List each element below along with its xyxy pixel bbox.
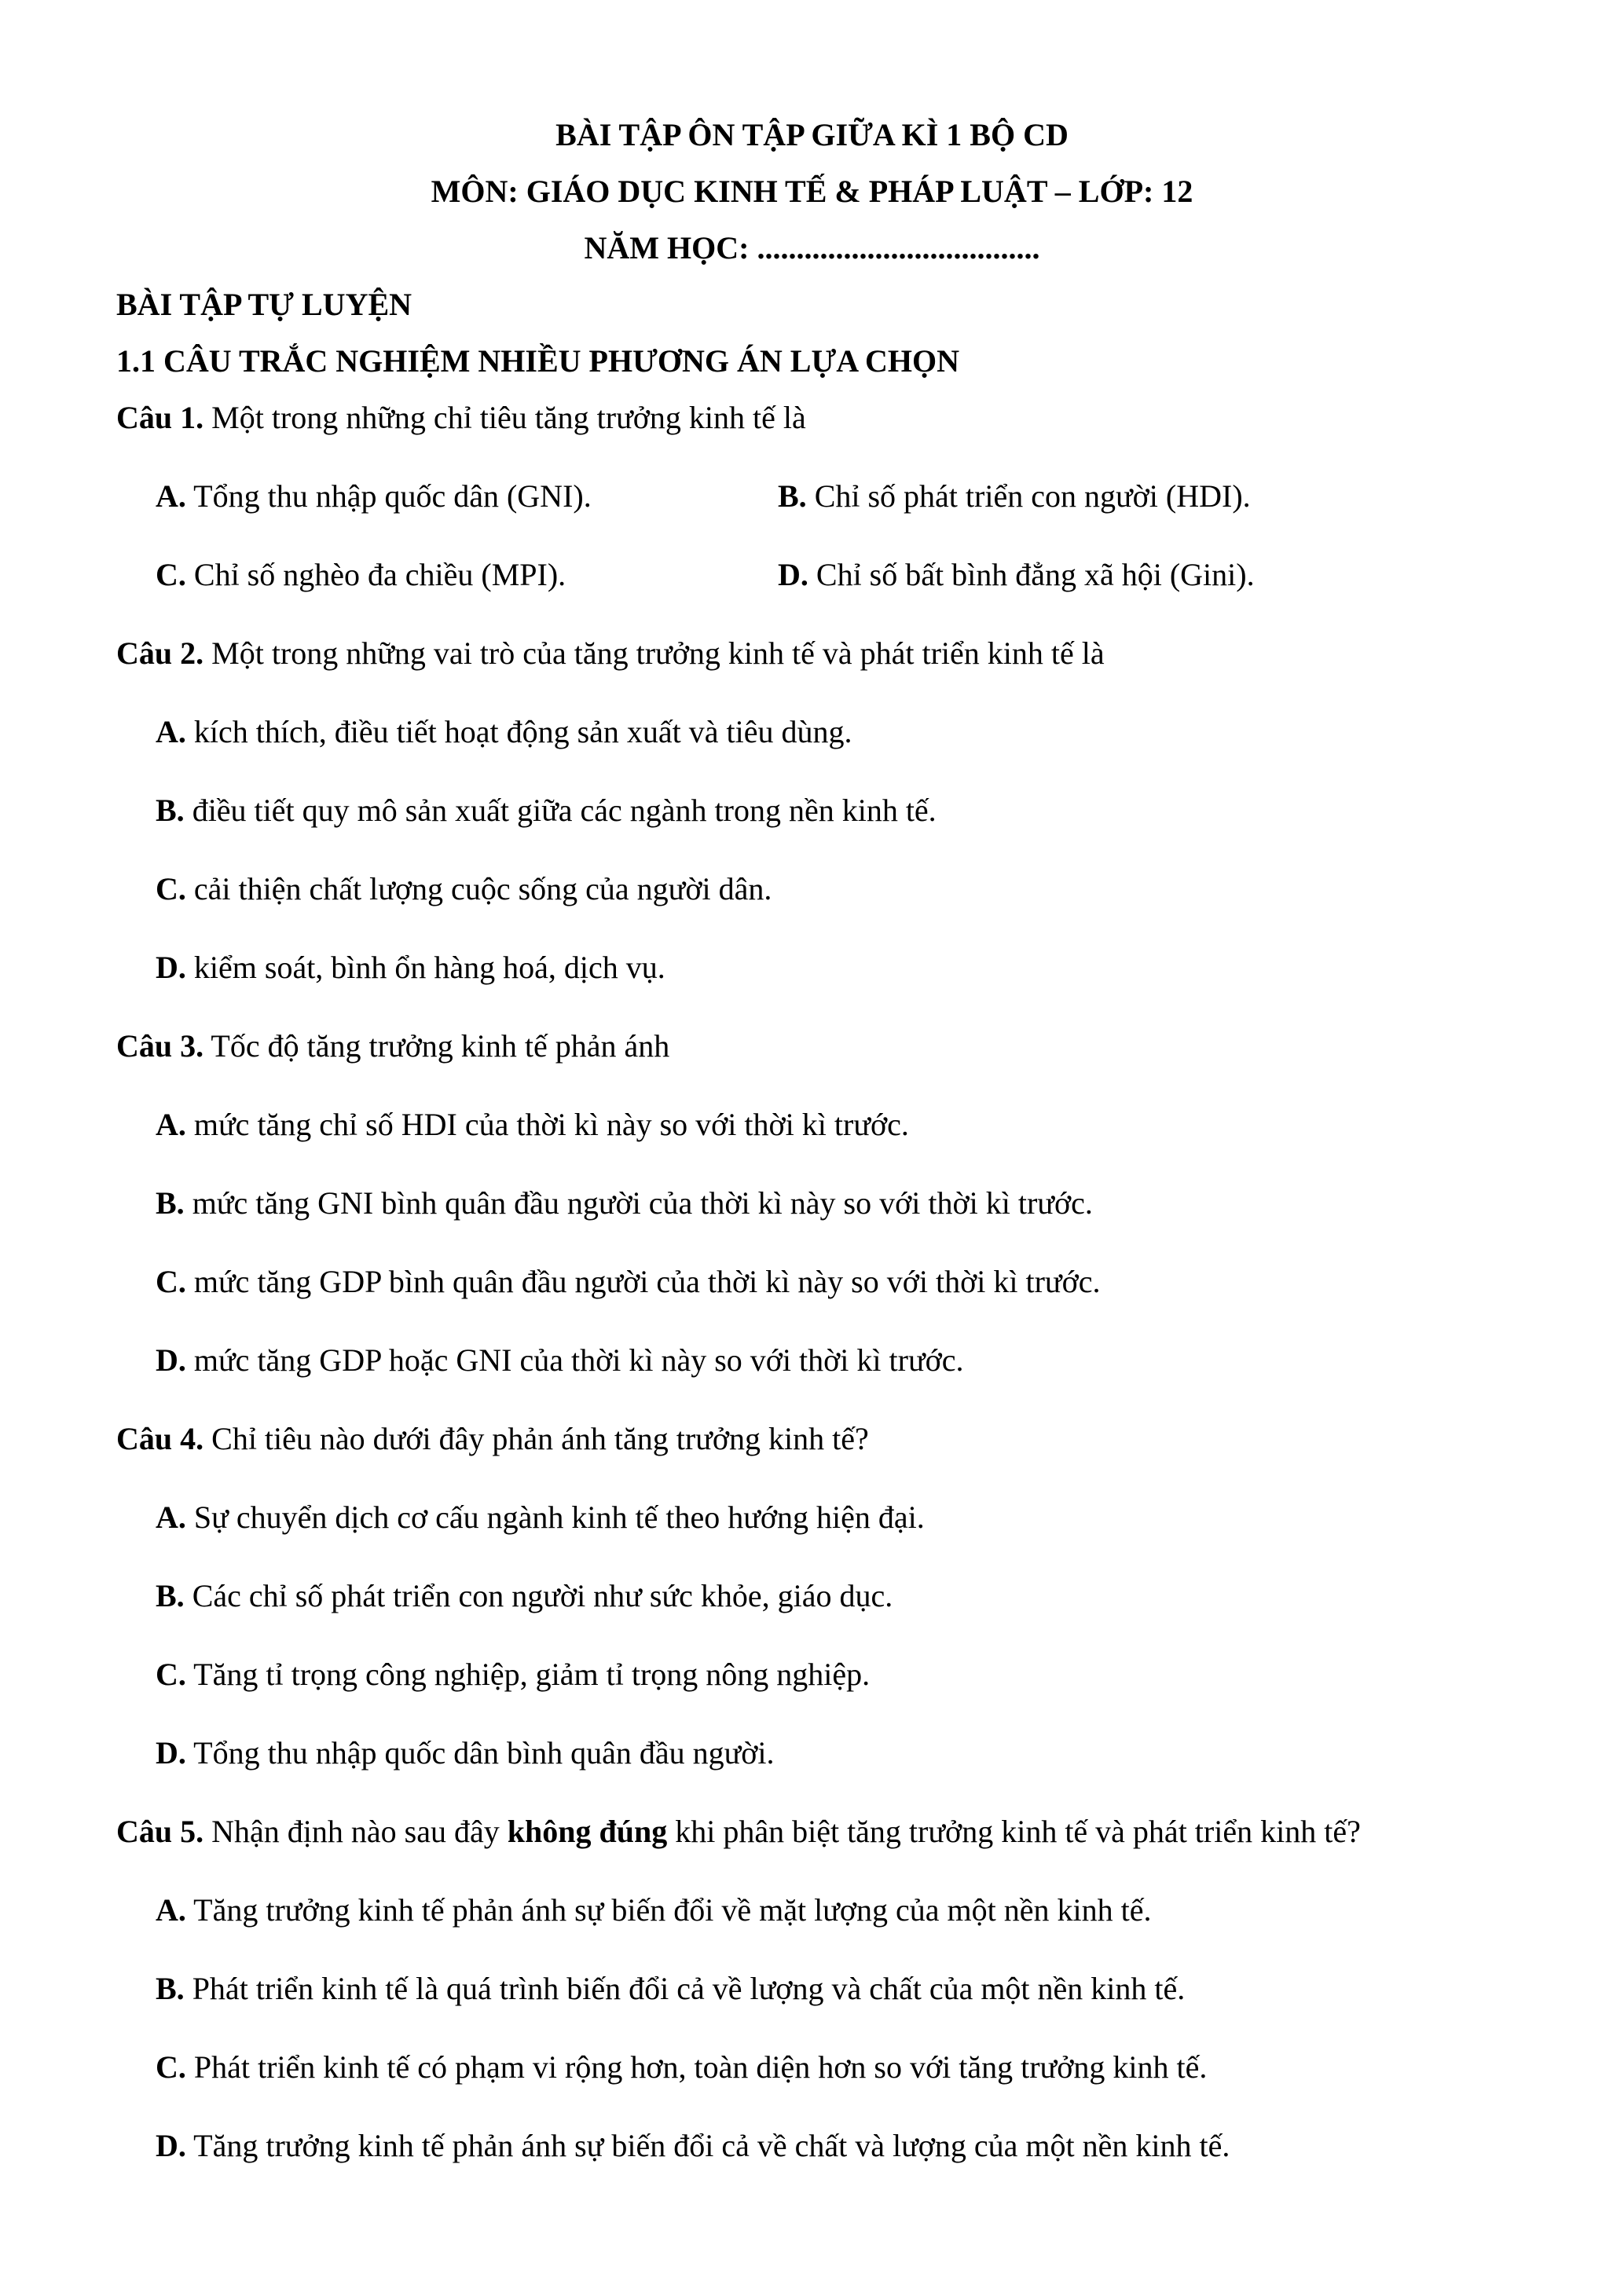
option-letter: B. [778,478,807,514]
option-text: mức tăng GDP bình quân đầu người của thời kì này so với thời kì trước. [185,1264,1101,1299]
option-1c [156,556,566,594]
question-4 [116,1420,869,1458]
option-text: mức tăng GDP hoặc GNI của thời kì này so với thời kì trước. [185,1342,964,1378]
option-2c [156,870,772,908]
option-text: Tăng tỉ trọng công nghiệp, giảm tỉ trọng nông nghiệp. [185,1657,871,1692]
option-text: Phát triển kinh tế là quá trình biến đổi cả về lượng và chất của một nền kinh tế. [184,1971,1186,2006]
option-letter: D. [156,2128,186,2163]
option-letter: A. [156,1892,186,1928]
option-2a [156,713,852,751]
option-letter: D. [156,1342,186,1378]
question-3 [116,1027,669,1065]
question-label: Câu 2. [116,635,204,671]
question-text: Chỉ tiêu nào dưới đây phản ánh tăng trưởng kinh tế? [203,1421,869,1456]
option-text: Tổng thu nhập quốc dân (GNI). [185,478,592,514]
question-label: Câu 3. [116,1028,204,1064]
option-letter: C. [156,871,186,906]
option-text: Chỉ số nghèo đa chiều (MPI). [185,557,566,592]
option-1d [778,556,1255,594]
question-text: Tốc độ tăng trưởng kinh tế phản ánh [203,1028,670,1064]
option-text: Tổng thu nhập quốc dân bình quân đầu người. [185,1735,775,1771]
option-3a [156,1106,909,1144]
option-2b [156,792,937,829]
option-text: Sự chuyển dịch cơ cấu ngành kinh tế theo hướng hiện đại. [185,1500,925,1535]
option-1a [156,478,592,515]
option-3c [156,1263,1101,1301]
option-letter: A. [156,714,186,749]
option-letter: B. [156,793,185,828]
option-letter: C. [156,1657,186,1692]
option-text: Phát triển kinh tế có phạm vi rộng hơn, toàn diện hơn so với tăng trưởng kinh tế. [185,2049,1208,2085]
option-2d [156,949,665,987]
option-letter: A. [156,478,186,514]
option-letter: D. [156,1735,186,1771]
section-title: BÀI TẬP TỰ LUYỆN [116,287,412,322]
option-letter: C. [156,557,186,592]
option-4c [156,1656,870,1694]
option-letter: C. [156,2049,186,2085]
option-text: Chỉ số phát triển con người (HDI). [806,478,1251,514]
option-letter: D. [778,557,808,592]
option-text: Các chỉ số phát triển con người như sức khỏe, giáo dục. [184,1578,893,1613]
option-letter: B. [156,1185,185,1221]
option-text: mức tăng GNI bình quân đầu người của thời kì này so với thời kì trước. [184,1185,1093,1221]
option-1b [778,478,1251,515]
option-text: kích thích, điều tiết hoạt động sản xuất và tiêu dùng. [185,714,852,749]
option-3d [156,1342,964,1379]
question-label: Câu 4. [116,1421,204,1456]
option-text: Chỉ số bất bình đẳng xã hội (Gini). [808,557,1255,592]
option-5a [156,1891,1151,1929]
option-text: Tăng trưởng kinh tế phản ánh sự biến đổi cả về chất và lượng của một nền kinh tế. [185,2128,1230,2163]
section-subtitle: 1.1 CÂU TRẮC NGHIỆM NHIỀU PHƯƠNG ÁN LỰA CHỌN [116,343,959,379]
option-text: mức tăng chỉ số HDI của thời kì này so với thời kì trước. [185,1107,909,1142]
option-letter: B. [156,1971,185,2006]
question-text-after: khi phân biệt tăng trưởng kinh tế và phát triển kinh tế? [667,1814,1361,1849]
option-letter: A. [156,1500,186,1535]
option-5c [156,2049,1207,2086]
option-5b [156,1970,1185,2008]
option-4d [156,1734,775,1772]
document-title: BÀI TẬP ÔN TẬP GIỮA KÌ 1 BỘ CD [555,117,1069,152]
school-year: NĂM HỌC: .................................... [584,230,1040,265]
question-text: Một trong những chỉ tiêu tăng trưởng kinh tế là [203,400,806,435]
option-5d [156,2127,1230,2165]
document-subject: MÔN: GIÁO DỤC KINH TẾ & PHÁP LUẬT – LỚP: 12 [431,174,1193,209]
question-label: Câu 1. [116,400,204,435]
option-letter: C. [156,1264,186,1299]
option-4a [156,1499,925,1536]
option-letter: B. [156,1578,185,1613]
question-5 [116,1813,1361,1851]
question-1 [116,399,806,437]
question-text-before: Nhận định nào sau đây [203,1814,508,1849]
question-2 [116,635,1105,672]
question-text-emphasis: không đúng [507,1814,668,1849]
option-text: Tăng trưởng kinh tế phản ánh sự biến đổi về mặt lượng của một nền kinh tế. [185,1892,1152,1928]
option-letter: A. [156,1107,186,1142]
option-text: cải thiện chất lượng cuộc sống của người dân. [185,871,772,906]
option-text: điều tiết quy mô sản xuất giữa các ngành trong nền kinh tế. [184,793,937,828]
question-label: Câu 5. [116,1814,204,1849]
option-text: kiểm soát, bình ổn hàng hoá, dịch vụ. [185,950,665,985]
option-3b [156,1185,1093,1222]
question-text: Một trong những vai trò của tăng trưởng kinh tế và phát triển kinh tế là [203,635,1105,671]
option-4b [156,1577,893,1615]
option-letter: D. [156,950,186,985]
